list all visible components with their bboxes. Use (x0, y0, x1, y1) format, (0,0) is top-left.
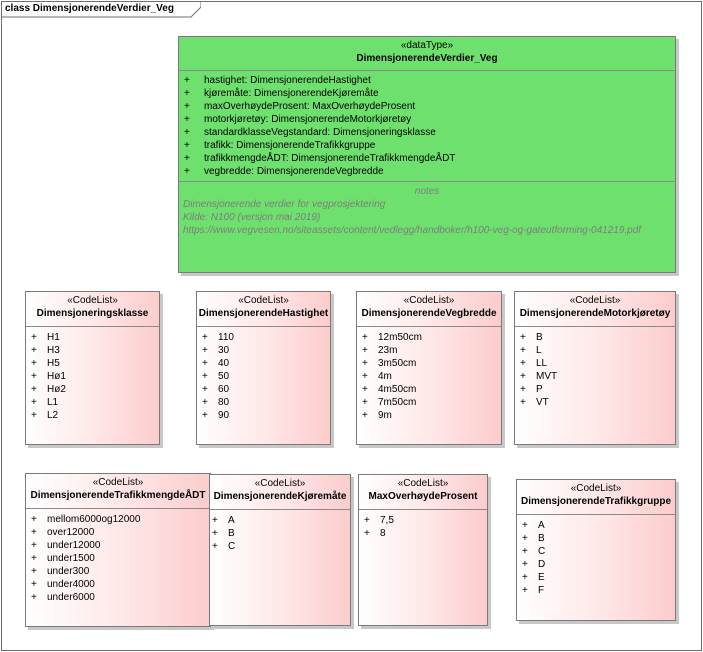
codelist-value: B (536, 332, 543, 343)
codelist-values (26, 327, 159, 422)
codelist-value-row (31, 331, 159, 344)
codelist-value: D (538, 559, 546, 570)
codelist-value-row (31, 526, 210, 539)
codelist-name: Dimensjoneringsklasse (36, 308, 149, 319)
codelist-value-row (202, 396, 330, 409)
visibility-marker: + (520, 358, 526, 369)
codelist-value: LL (536, 358, 548, 369)
codelist-stereotype: «CodeList» (569, 295, 621, 306)
codelist-stereotype: «CodeList» (238, 295, 289, 306)
codelist-value-row (520, 370, 675, 383)
codelist-dimensjonerendemotorkjoretoy[interactable] (514, 291, 676, 445)
codelist-value: over12000 (47, 527, 95, 538)
visibility-marker: + (31, 592, 37, 603)
codelist-value: under1500 (47, 553, 95, 564)
codelist-maxoverhoydeprosent[interactable] (358, 474, 488, 626)
codelist-value: 7m50cm (378, 397, 417, 408)
visibility-marker: + (522, 572, 528, 583)
codelist-value-row (520, 357, 675, 370)
codelist-value-row (31, 539, 210, 552)
visibility-marker: + (31, 553, 37, 564)
codelist-value: C (538, 546, 546, 557)
visibility-marker: + (31, 540, 37, 551)
codelist-value-row (362, 396, 501, 409)
codelist-values (515, 327, 675, 409)
codelist-header (517, 480, 675, 508)
codelist-dimensjonerendetrafikkmengdeadt[interactable] (25, 473, 211, 627)
notes-link[interactable]: https://www.vegvesen.no/siteassets/content/vedlegg/handboker/h100-veg-og-gateutforming-041219.pdf (183, 225, 642, 236)
attribute-label: trafikkmengdeÅDT: DimensjonerendeTrafikkmengdeÅDT (204, 153, 456, 164)
visibility-marker: + (31, 384, 37, 395)
visibility-marker: + (520, 345, 526, 356)
datatype-box[interactable] (178, 36, 676, 273)
visibility-marker: + (364, 528, 370, 539)
codelist-value: 4m (378, 371, 392, 382)
codelist-value: L1 (47, 397, 59, 408)
codelist-value: L2 (47, 410, 59, 421)
attribute-label: maxOverhøydeProsent: MaxOverhøydeProsent (204, 101, 416, 112)
datatype-attributes (179, 71, 675, 178)
codelist-value-row (31, 565, 210, 578)
codelist-value: 40 (218, 358, 230, 369)
attribute-row (184, 126, 675, 139)
visibility-marker: + (362, 332, 368, 343)
visibility-marker: + (212, 541, 218, 552)
codelist-value: 8 (380, 528, 386, 539)
codelist-value-row (202, 383, 330, 396)
codelist-value: 7,5 (380, 515, 394, 526)
codelist-stereotype: «CodeList» (92, 477, 144, 488)
codelist-value-row (362, 331, 501, 344)
codelist-value: under12000 (47, 540, 101, 551)
codelist-value-row (31, 578, 210, 591)
visibility-marker: + (184, 153, 190, 164)
codelist-value: P (536, 384, 543, 395)
notes-divider (179, 181, 675, 182)
codelist-value: B (538, 533, 545, 544)
codelist-value-row (522, 545, 675, 558)
codelist-value-row (362, 344, 501, 357)
codelist-value-row (520, 383, 675, 396)
attribute-label: kjøremåte: DimensjonerendeKjøremåte (204, 88, 379, 99)
codelist-value-row (31, 396, 159, 409)
visibility-marker: + (184, 101, 190, 112)
codelist-value: 30 (218, 345, 230, 356)
codelist-values (26, 509, 210, 604)
codelist-name: MaxOverhøydeProsent (368, 491, 478, 502)
codelist-dimensjonerendekjoremate[interactable] (209, 474, 351, 626)
codelist-dimensjonerendehastighet[interactable] (196, 291, 331, 445)
attribute-row (184, 152, 675, 165)
codelist-header (26, 292, 159, 320)
codelist-header (357, 292, 501, 320)
codelist-header (515, 292, 675, 320)
codelist-value: H3 (47, 345, 60, 356)
codelist-value-row (212, 540, 350, 553)
codelist-header (197, 292, 330, 320)
visibility-marker: + (362, 410, 368, 421)
visibility-marker: + (184, 114, 190, 125)
codelist-value-row (31, 370, 159, 383)
visibility-marker: + (202, 371, 208, 382)
codelist-name: DimensjonerendeTrafikkgruppe (520, 496, 672, 507)
codelist-value: 90 (218, 410, 230, 421)
codelist-value: B (228, 528, 235, 539)
visibility-marker: + (522, 559, 528, 570)
codelist-value: H5 (47, 358, 60, 369)
visibility-marker: + (522, 520, 528, 531)
visibility-marker: + (31, 358, 37, 369)
codelist-value-row (522, 558, 675, 571)
visibility-marker: + (202, 345, 208, 356)
codelist-value-row (31, 513, 210, 526)
codelist-value: 80 (218, 397, 230, 408)
codelist-dimensjonerendetrafikkgruppe[interactable] (516, 479, 676, 621)
visibility-marker: + (362, 345, 368, 356)
visibility-marker: + (362, 397, 368, 408)
codelist-value: A (228, 515, 235, 526)
codelist-value-row (31, 591, 210, 604)
codelist-value-row (364, 514, 487, 527)
visibility-marker: + (31, 527, 37, 538)
codelist-header (359, 475, 487, 503)
visibility-marker: + (520, 371, 526, 382)
datatype-stereotype: «dataType» (400, 40, 454, 51)
codelist-value-row (31, 383, 159, 396)
codelist-value-row (362, 383, 501, 396)
codelist-value: 4m50cm (378, 384, 417, 395)
attribute-row (184, 113, 675, 126)
codelist-stereotype: «CodeList» (570, 483, 622, 494)
visibility-marker: + (520, 397, 526, 408)
codelist-value: 110 (218, 332, 234, 343)
codelist-name: DimensjonerendeTrafikkmengdeÅDT (30, 490, 206, 501)
codelist-value-row (522, 571, 675, 584)
attribute-label: motorkjøretøy: DimensjonerendeMotorkjøretøy (204, 114, 412, 125)
codelist-value: 12m50cm (378, 332, 422, 343)
codelist-value: mellom6000og12000 (47, 514, 141, 525)
visibility-marker: + (184, 127, 190, 138)
codelist-values (359, 510, 487, 540)
codelist-value-row (522, 519, 675, 532)
codelist-value: L (536, 345, 542, 356)
visibility-marker: + (31, 579, 37, 590)
codelist-value-row (31, 357, 159, 370)
codelist-value: 50 (218, 371, 230, 382)
codelist-value: H1 (47, 332, 60, 343)
codelist-stereotype: «CodeList» (397, 478, 449, 489)
codelist-value: 3m50cm (378, 358, 417, 369)
codelist-value: C (228, 541, 236, 552)
visibility-marker: + (184, 75, 190, 86)
codelist-name: DimensjonerendeHastighet (198, 308, 329, 319)
codelist-name: DimensjonerendeVegbredde (361, 308, 497, 319)
codelist-stereotype: «CodeList» (67, 295, 118, 306)
codelist-values (197, 327, 330, 422)
codelist-value-row (31, 552, 210, 565)
attribute-label: vegbredde: DimensjonerendeVegbredde (204, 166, 384, 177)
notes-line: Kilde: N100 (versjon mai 2019) (183, 212, 321, 223)
codelist-value-row (202, 370, 330, 383)
codelist-value-row (212, 514, 350, 527)
codelist-value-row (202, 409, 330, 422)
codelist-dimensjoneringsklasse[interactable] (25, 291, 160, 445)
visibility-marker: + (31, 332, 37, 343)
datatype-header (179, 37, 675, 65)
attribute-label: standardklasseVegstandard: Dimensjoneringsklasse (204, 127, 436, 138)
codelist-value-row (520, 344, 675, 357)
notes-line: Dimensjonerende verdier for vegprosjektering (183, 199, 386, 210)
codelist-stereotype: «CodeList» (254, 478, 306, 489)
visibility-marker: + (31, 397, 37, 408)
attribute-row (184, 165, 675, 178)
visibility-marker: + (31, 345, 37, 356)
visibility-marker: + (520, 332, 526, 343)
codelist-value-row (212, 527, 350, 540)
visibility-marker: + (31, 410, 37, 421)
visibility-marker: + (212, 515, 218, 526)
codelist-values (210, 510, 350, 553)
attribute-row (184, 74, 675, 87)
codelist-values (357, 327, 501, 422)
attribute-label: hastighet: DimensjonerendeHastighet (204, 75, 371, 86)
codelist-value-row (522, 532, 675, 545)
visibility-marker: + (202, 358, 208, 369)
attribute-label: trafikk: DimensjonerendeTrafikkgruppe (204, 140, 376, 151)
frame-title: class DimensjonerendeVerdier_Veg (5, 3, 174, 14)
codelist-value: 9m (378, 410, 392, 421)
codelist-value-row (520, 331, 675, 344)
visibility-marker: + (364, 515, 370, 526)
datatype-name: DimensjonerendeVerdier_Veg (356, 53, 498, 64)
codelist-value: A (538, 520, 545, 531)
codelist-value-row (520, 396, 675, 409)
codelist-header (210, 475, 350, 503)
notes-label: notes (414, 186, 440, 197)
attribute-row (184, 100, 675, 113)
visibility-marker: + (31, 566, 37, 577)
codelist-value-row (202, 331, 330, 344)
visibility-marker: + (202, 332, 208, 343)
codelist-value: E (538, 572, 545, 583)
codelist-name: DimensjonerendeKjøremåte (213, 491, 347, 502)
codelist-values (517, 515, 675, 597)
codelist-name: DimensjonerendeMotorkjøretøy (519, 308, 671, 319)
visibility-marker: + (522, 533, 528, 544)
codelist-value: MVT (536, 371, 558, 382)
codelist-value-row (31, 344, 159, 357)
codelist-value-row (202, 344, 330, 357)
codelist-value-row (362, 409, 501, 422)
codelist-value-row (522, 584, 675, 597)
codelist-value: under6000 (47, 592, 95, 603)
codelist-header (26, 474, 210, 502)
visibility-marker: + (362, 358, 368, 369)
codelist-value: 23m (378, 345, 398, 356)
codelist-value: Hø2 (47, 384, 66, 395)
codelist-value: under300 (47, 566, 90, 577)
codelist-value-row (364, 527, 487, 540)
visibility-marker: + (184, 140, 190, 151)
attribute-row (184, 139, 675, 152)
codelist-dimensjonerendevegbredde[interactable] (356, 291, 502, 445)
visibility-marker: + (31, 514, 37, 525)
visibility-marker: + (202, 410, 208, 421)
visibility-marker: + (362, 371, 368, 382)
visibility-marker: + (362, 384, 368, 395)
codelist-value-row (362, 357, 501, 370)
codelist-value: VT (536, 397, 549, 408)
codelist-value-row (362, 370, 501, 383)
codelist-value: 60 (218, 384, 230, 395)
visibility-marker: + (31, 371, 37, 382)
codelist-value: F (538, 585, 545, 596)
visibility-marker: + (212, 528, 218, 539)
visibility-marker: + (520, 384, 526, 395)
attribute-row (184, 87, 675, 100)
visibility-marker: + (184, 88, 190, 99)
visibility-marker: + (522, 546, 528, 557)
codelist-value-row (202, 357, 330, 370)
visibility-marker: + (202, 384, 208, 395)
visibility-marker: + (184, 166, 190, 177)
codelist-value-row (31, 409, 159, 422)
visibility-marker: + (522, 585, 528, 596)
codelist-value: under4000 (47, 579, 95, 590)
codelist-stereotype: «CodeList» (403, 295, 455, 306)
visibility-marker: + (202, 397, 208, 408)
codelist-value: Hø1 (47, 371, 66, 382)
